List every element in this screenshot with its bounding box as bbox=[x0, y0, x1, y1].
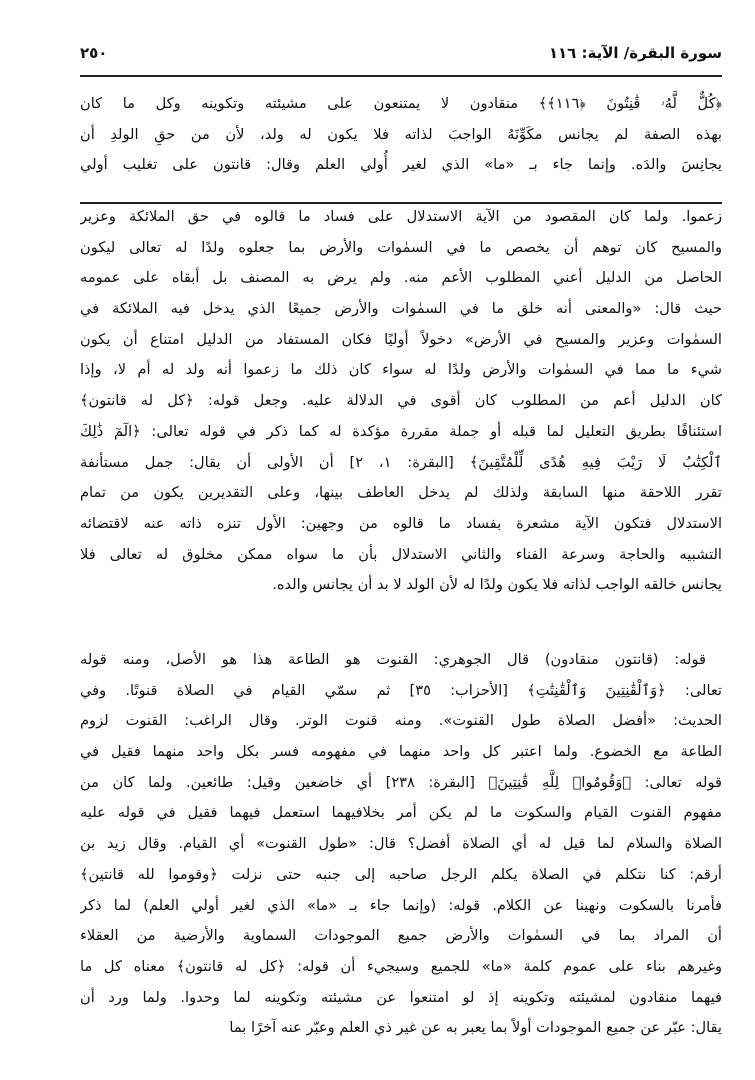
text-line: قوله تعالى: ﴿وَقُومُوا۟ لِلَّهِ قَٰنِتِينَ﴾ [البقرة: ٢٣٨] أي خاضعين وقيل: طائعين. ولما كان من bbox=[80, 773, 722, 791]
text-line: تقرر اللاحقة منها السابقة ولذلك لم يدخل العاطف بينها، وعلى التقديرين يكون من تمام bbox=[80, 484, 722, 502]
text-line: وغيرهم بناء على عموم كلمة «ما» للجميع وسيجيء أن قوله: ﴿كل له قانتون﴾ معناه كل ما bbox=[80, 957, 722, 975]
text-line: قوله: (قانتون منقادون) قال الجوهري: القنوت هو الطاعة هذا هو الأصل، ومنه قوله bbox=[80, 651, 706, 668]
text-line: ٱلْكِتَٰبُ لَا رَيْبَ فِيهِ هُدًى لِّلْمُتَّقِينَ﴾ [البقرة: ١، ٢] أن الأولى أن يقال: جمل مستأنفة bbox=[80, 453, 722, 471]
header-rule bbox=[80, 75, 722, 77]
text-line: فأمرنا بالسكوت ونهينا عن الكلام. قوله: (وإنما جاء بـ «ما» الذي لغير أولي العلم) لما ذكر bbox=[80, 896, 722, 914]
header-title: سورة البقرة/ الآية: ١١٦ bbox=[548, 44, 722, 62]
text-line: مفهوم القنوت القيام والسكوت ما لم يكن أمر بخلافيهما استعمل فيهما فقيل في قوله عليه bbox=[80, 804, 722, 822]
text-line: استئنافًا بطريق التعليل لما قبله أو جملة مقررة مؤكدة له كما ذكر في قوله تعالى: ﴿الٓمٓ ذَٰلِكَ bbox=[80, 422, 722, 440]
text-line: بهذه الصفة لم يجانس مكَوِّنَهُ الواجبَ لذاته فلا يكون له ولد، لأن من حقِ الولدِ أن bbox=[80, 125, 722, 143]
running-header bbox=[80, 44, 722, 70]
text-line: يجانِسَ والدَه. وإنما جاء بـ «ما» الذي لغير أُولي العلم وقال: قانتون على تغليب أولي bbox=[80, 156, 722, 174]
commentary-paragraph-2 bbox=[80, 645, 722, 1044]
text-line: حيث قال: «والمعنى أنه خلق ما في السمٰوات والأرض جميعًا الذي يدخل فيه الملائكة في bbox=[80, 300, 722, 318]
text-line: كان الدليل أعم من المطلوب كان أقوى في الدلالة عليه. وجعل قوله: ﴿كل له قانتون﴾ bbox=[80, 392, 722, 410]
text-line: الصلاة والسلام لما قيل له أي الصلاة أفضل؟ قال: «طول القنوت» أي القيام. وقال زيد بن bbox=[80, 835, 722, 853]
text-line: التشبيه والحاجة وسرعة الفناء والثاني الاستدلال بأن ما سواه ممكن مخلوق له تعالى فلا bbox=[80, 545, 722, 563]
text-line: السمٰوات وعزير والمسيح في الأرض» دخولاً أوليًا فكان المستفاد من الدليل امتناع أن يكون bbox=[80, 330, 722, 348]
text-line: يقال: عبّر عن جميع الموجودات أولاً بما يعبر به عن غير ذي العلم وعبّر عنه آخرًا بما bbox=[229, 1019, 722, 1037]
text-line: الحاصل من الدليل أعني المطلوب الأعم منه. ولم يرض به المصنف بل أبقاه على عمومه bbox=[80, 269, 722, 287]
text-line: الاستدلال فتكون الآية مشعرة بفساد ما قالوه من وجهين: الأول تنزه ذاته عنه لاقتضائه bbox=[80, 514, 722, 532]
text-line: أن المراد بما في السمٰوات والأرض جميع الموجودات السماوية والأرضية من العقلاء bbox=[80, 927, 722, 945]
text-line: الطاعة مع الخضوع. ولما اعتبر كل واحد منهما في مفهومه فسر بكل واحد منهما فقيل في bbox=[80, 743, 722, 761]
text-line: تعالى: ﴿وَٱلْقَٰنِتِينَ وَٱلْقَٰنِتَٰتِ﴾ [الأحزاب: ٣٥] ثم سمّي القيام في الصلاة قنوتًا. وفي bbox=[80, 681, 722, 699]
text-line: ﴿كُلٌّ لَّهُۥ قَٰنِتُونَ ﴿١١٦﴾﴾ منقادون لا يمتنعون على مشيئته وتكوينه وكل ما كان bbox=[80, 95, 722, 112]
text-line: الحديث: «أفضل الصلاة طول القنوت». ومنه قنوت الوتر. وقال الراغب: القنوت لزوم bbox=[80, 712, 722, 730]
commentary-paragraph-1 bbox=[80, 202, 722, 601]
text-line: يجانس خالقه الواجب لذاته فلا يكون ولدًا له لأن الولد لا بد أن يجانس والده. bbox=[272, 576, 722, 594]
text-line: شيء ما مما في السمٰوات والأرض ولدًا له سواء كان ذلك ما زعموا أنه ولد له أم لا، وإذا bbox=[80, 361, 722, 379]
text-line: والمسيح كان توهم أن يخصص ما في السمٰوات والأرض بما جعلوه ولدًا له تعالى ليكون bbox=[80, 238, 722, 256]
page-number: ٢٥٠ bbox=[80, 44, 108, 62]
verse-block bbox=[80, 89, 722, 181]
text-line: زعموا. ولما كان المقصود من الآية الاستدلال على فساد ما قالوه في حق الملائكة وعزير bbox=[80, 208, 722, 225]
text-line: فيهما منقادون لمشيئته وتكوينه إذ لو امتنعوا عن مشيئته وتكوينه لما وحدوا. ولما ورد أن bbox=[80, 988, 722, 1006]
text-line: أرقم: كنا نتكلم في الصلاة يكلم الرجل صاحبه إلى جنبه حتى نزلت ﴿وقوموا لله قانتين﴾ bbox=[80, 865, 722, 883]
